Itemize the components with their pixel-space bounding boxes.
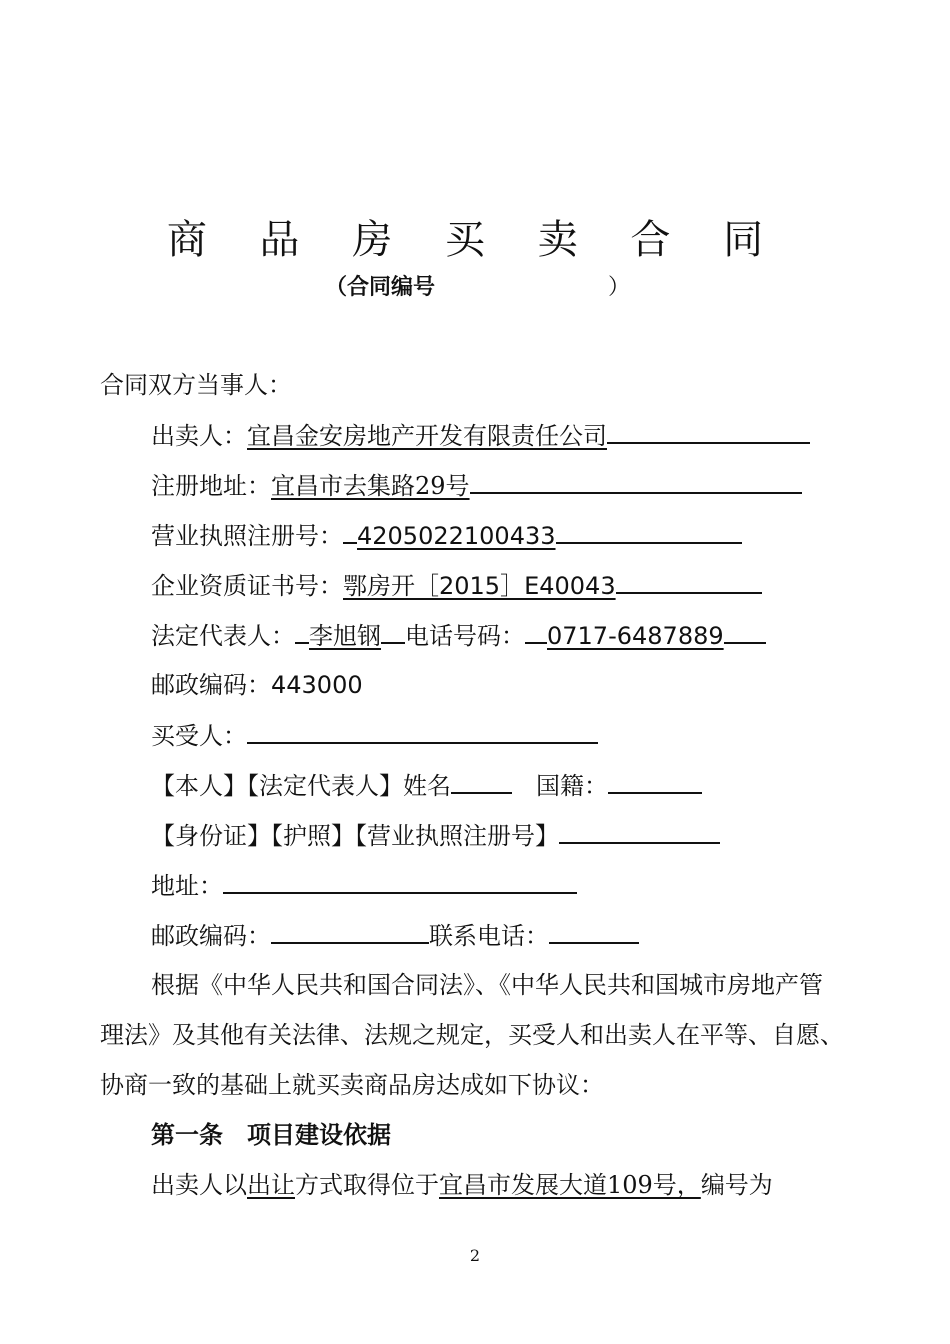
article1-text — [151, 1170, 773, 1200]
buyer-address-label: 地址： — [151, 872, 223, 900]
contract-number-label: （合同编号 — [325, 275, 436, 300]
rep-trail-underline — [381, 620, 405, 644]
article1-text-a: 出卖人以 — [151, 1171, 247, 1199]
seller-address-label: 注册地址： — [151, 472, 271, 500]
buyer-label: 买受人： — [151, 722, 247, 750]
buyer-line — [151, 720, 598, 751]
article1-heading: 第一条 项目建设依据 — [151, 1121, 391, 1149]
seller-postcode-label: 邮政编码： — [151, 671, 271, 699]
seller-rep: 李旭钢 — [309, 622, 381, 650]
contract-number-line — [325, 270, 631, 301]
buyer-identity-line — [151, 770, 702, 801]
buyer-address-blank — [223, 870, 577, 894]
buyer-postcode-blank — [271, 920, 429, 944]
article1-text-c: 方式取得位于 — [295, 1171, 439, 1199]
article1-location: 宜昌市发展大道109号， — [439, 1171, 701, 1199]
seller-license: 4205022100433 — [357, 522, 556, 550]
seller-rep-line — [151, 620, 766, 651]
document-title: 商 品 房 买 卖 合 同 — [166, 217, 784, 263]
page-number: 2 — [469, 1246, 481, 1265]
seller-name: 宜昌金安房地产开发有限责任公司 — [247, 422, 607, 450]
seller-phone: 0717-6487889 — [547, 622, 724, 650]
seller-cert-label: 企业资质证书号： — [151, 572, 343, 600]
seller-license-label: 营业执照注册号： — [151, 522, 343, 550]
buyer-id-blank — [559, 820, 720, 844]
seller-cert: 鄂房开［2015］E40043 — [343, 572, 616, 600]
seller-postcode: 443000 — [271, 671, 363, 699]
buyer-identity-label: 【本人】【法定代表人】姓名 — [151, 772, 451, 800]
preamble-line-2: 理法》及其他有关法律、法规之规定，买受人和出卖人在平等、自愿、 — [100, 1021, 844, 1049]
seller-cert-underline — [616, 570, 762, 594]
article1-method: 出让 — [247, 1171, 295, 1199]
buyer-name-blank — [451, 770, 512, 794]
buyer-name-field — [247, 720, 598, 744]
article1-text-e: 编号为 — [700, 1171, 773, 1199]
seller-label: 出卖人： — [151, 422, 247, 450]
seller-license-line — [151, 520, 742, 551]
rep-lead-underline — [295, 620, 309, 644]
preamble-line-3: 协商一致的基础上就买卖商品房达成如下协议： — [100, 1071, 604, 1099]
seller-line — [151, 420, 810, 451]
buyer-address-line — [151, 870, 577, 901]
parties-heading: 合同双方当事人： — [100, 371, 292, 399]
seller-rep-label: 法定代表人： — [151, 622, 295, 650]
buyer-id-line — [151, 820, 720, 851]
buyer-phone-label: 联系电话： — [429, 922, 549, 950]
seller-postcode-line — [151, 670, 363, 700]
seller-address-underline — [470, 470, 802, 494]
license-lead-underline — [343, 520, 357, 544]
buyer-contact-line — [151, 920, 639, 951]
preamble-line-1: 根据《中华人民共和国合同法》、《中华人民共和国城市房地产管 — [151, 971, 823, 999]
seller-phone-label: 电话号码： — [405, 622, 525, 650]
seller-license-underline — [556, 520, 742, 544]
buyer-id-label: 【身份证】【护照】【营业执照注册号】 — [151, 822, 559, 850]
phone-lead-underline — [525, 620, 547, 644]
seller-address-line — [151, 470, 802, 501]
buyer-phone-blank — [549, 920, 639, 944]
seller-phone-underline — [724, 620, 766, 644]
buyer-nationality-blank — [608, 770, 702, 794]
buyer-postcode-label: 邮政编码： — [151, 922, 271, 950]
seller-address: 宜昌市去集路29号 — [271, 472, 470, 500]
seller-name-underline — [607, 420, 810, 444]
seller-cert-line — [151, 570, 762, 601]
buyer-nationality-label: 国籍： — [536, 772, 608, 800]
contract-number-close: ） — [608, 275, 631, 300]
